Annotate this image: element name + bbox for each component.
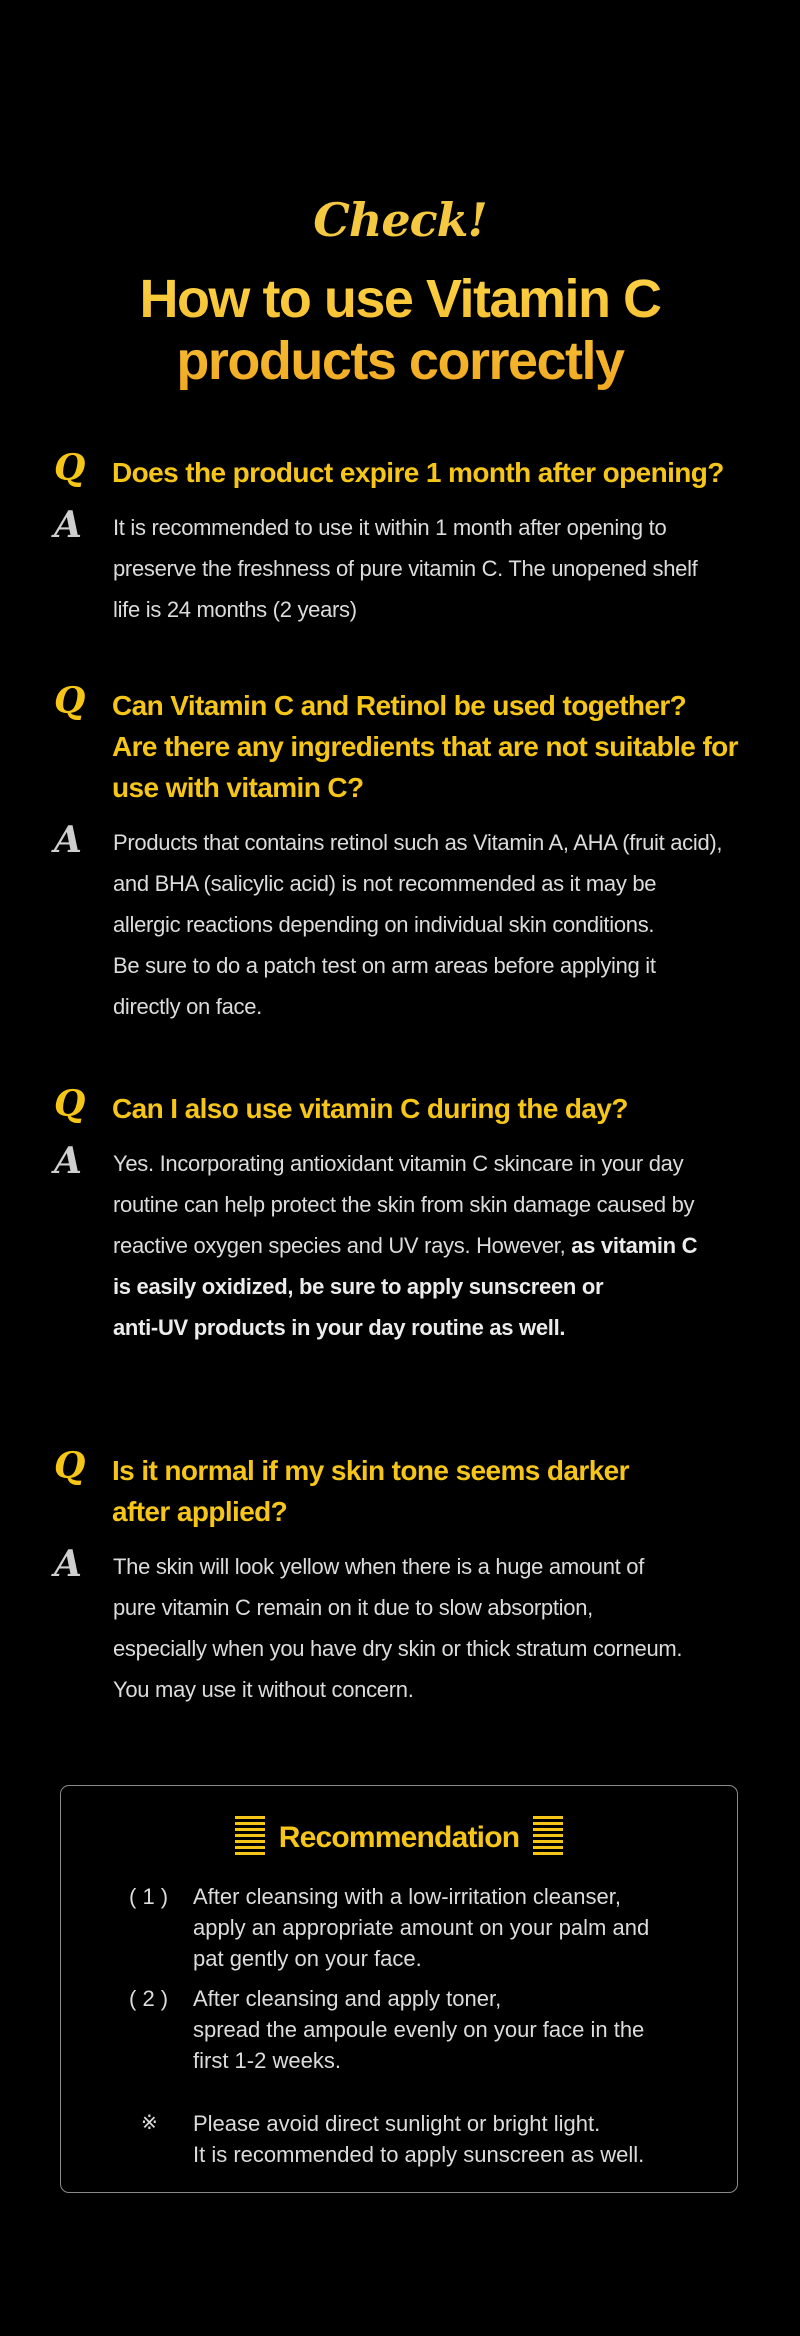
question-mark-icon: Q [54, 680, 86, 722]
recommendation-number: ( 2 ) [129, 1986, 169, 2011]
question-text [112, 1088, 762, 1129]
question-mark-icon: Q [54, 1445, 86, 1487]
question-row [0, 1445, 800, 1532]
qa-item-retinol [0, 680, 800, 1027]
answer-line: It is recommended to use it within 1 month after opening to [113, 515, 667, 540]
recommendation-line: apply an appropriate amount on your palm and [193, 1915, 650, 1940]
question-mark-icon: Q [54, 1083, 86, 1125]
answer-row [0, 504, 800, 630]
answer-line: especially when you have dry skin or thick stratum corneum. [113, 1636, 683, 1661]
recommendation-note-line: Please avoid direct sunlight or bright light. [193, 2111, 601, 2136]
list-lines-icon [235, 1816, 265, 1856]
answer-emphasis: anti-UV products in your day routine as well. [113, 1315, 566, 1340]
answer-line: The skin will look yellow when there is a huge amount of [113, 1554, 645, 1579]
answer-line: Yes. Incorporating antioxidant vitamin C skincare in your day [113, 1151, 684, 1176]
question-line: Is it normal if my skin tone seems darker [112, 1455, 629, 1486]
recommendation-line: After cleansing with a low-irritation cleanser, [193, 1884, 621, 1909]
answer-emphasis-line [113, 1307, 793, 1348]
answer-line: reactive oxygen species and UV rays. However, [113, 1233, 566, 1258]
answer-mark-icon: A [54, 819, 82, 861]
answer-emphasis: is easily oxidized, be sure to apply sunscreen or [113, 1274, 604, 1299]
qa-item-skin-tone [0, 1445, 800, 1710]
answer-row [0, 1140, 800, 1348]
page-title-line: How to use Vitamin C [139, 269, 661, 329]
answer-line: pure vitamin C remain on it due to slow absorption, [113, 1595, 593, 1620]
question-row [0, 680, 800, 808]
recommendation-text [193, 1881, 713, 1974]
answer-row [0, 819, 800, 1027]
question-text [112, 1450, 762, 1532]
answer-mark-icon: A [54, 1140, 82, 1182]
question-line: Are there any ingredients that are not suitable for [112, 731, 738, 762]
answer-line: preserve the freshness of pure vitamin C. The unopened shelf [113, 556, 698, 581]
question-line: Can Vitamin C and Retinol be used together? [112, 690, 687, 721]
question-mark-icon: Q [54, 447, 86, 489]
recommendation-line: first 1-2 weeks. [193, 2048, 341, 2073]
answer-row [0, 1543, 800, 1710]
recommendation-text [193, 1983, 713, 2076]
question-line: use with vitamin C? [112, 772, 364, 803]
recommendation-title: Recommendation [278, 1821, 520, 1854]
answer-text [113, 822, 793, 1027]
check-heading: Check! [313, 193, 487, 247]
answer-text [113, 1143, 793, 1348]
answer-line: directly on face. [113, 994, 262, 1019]
question-line: after applied? [112, 1496, 288, 1527]
qa-item-daytime [0, 1083, 800, 1348]
answer-line: Products that contains retinol such as Vitamin A, AHA (fruit acid), [113, 830, 723, 855]
recommendation-note-line: It is recommended to apply sunscreen as well. [193, 2142, 645, 2167]
answer-line: Be sure to do a patch test on arm areas before applying it [113, 953, 656, 978]
answer-line: You may use it without concern. [113, 1677, 414, 1702]
qa-item-expiry [0, 447, 800, 630]
recommendation-line: spread the ampoule evenly on your face in the [193, 2017, 645, 2042]
question-text [112, 685, 762, 808]
answer-mark-icon: A [54, 1543, 82, 1585]
answer-line: routine can help protect the skin from skin damage caused by [113, 1192, 695, 1217]
page-title [0, 268, 800, 392]
recommendation-note-text [193, 2108, 713, 2170]
recommendation-line: pat gently on your face. [193, 1946, 422, 1971]
recommendation-box [60, 1785, 738, 2193]
list-lines-icon [533, 1816, 563, 1856]
answer-text [113, 507, 793, 630]
answer-line: life is 24 months (2 years) [113, 597, 357, 622]
reference-mark-icon: ※ [141, 2112, 158, 2134]
question-line: Does the product expire 1 month after opening? [112, 457, 724, 488]
answer-line: allergic reactions depending on individual skin conditions. [113, 912, 655, 937]
recommendation-line: After cleansing and apply toner, [193, 1986, 502, 2011]
recommendation-header [61, 1816, 737, 1860]
header [0, 190, 800, 392]
answer-text [113, 1546, 793, 1710]
answer-line-mixed [113, 1225, 793, 1266]
answer-emphasis: as vitamin C [571, 1233, 698, 1258]
question-text [112, 452, 762, 493]
question-row [0, 447, 800, 493]
question-line: Can I also use vitamin C during the day? [112, 1093, 628, 1124]
question-row [0, 1083, 800, 1129]
page-title-line: products correctly [176, 331, 624, 391]
answer-mark-icon: A [54, 504, 82, 546]
answer-emphasis-line [113, 1266, 793, 1307]
answer-line: and BHA (salicylic acid) is not recommended as it may be [113, 871, 657, 896]
recommendation-number: ( 1 ) [129, 1884, 169, 1909]
